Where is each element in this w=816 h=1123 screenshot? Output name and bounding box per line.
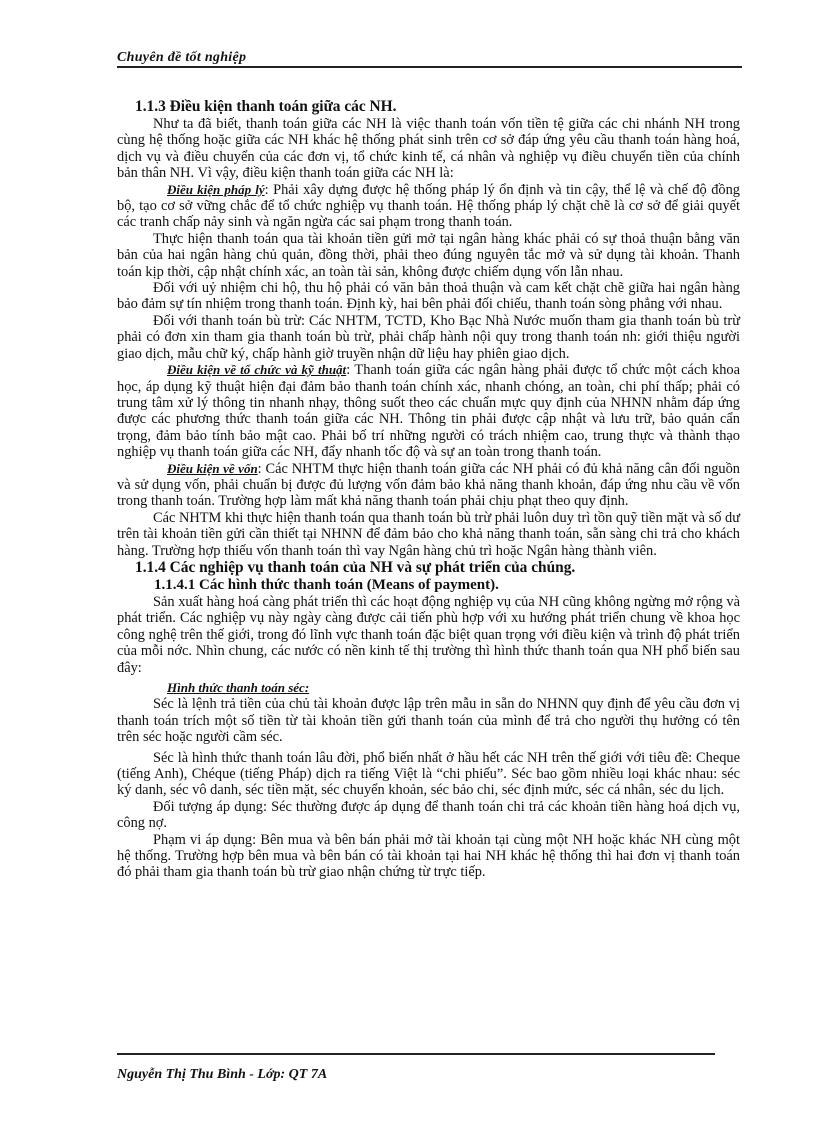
paragraph: Sản xuất hàng hoá càng phát triển thì các hoạt động nghiệp vụ của NH cũng không ngừng mở rộng và phát triển. Các nghiệp vụ này ngày càng được cải tiến phù hợp với xu hướng phát triển chung về khoa học công nghệ trên thế giới, trong đó lĩnh vực thanh toán đặc biệt quan trọng với điều kiện và trình độ phát triển của mỗi nớc. Nhìn chung, các nước có nền kinh tế thị trường thì hình thức thanh toán qua NH phổ biến sau đây: — [117, 593, 740, 676]
paragraph: Thực hiện thanh toán qua tài khoản tiền gửi mở tại ngân hàng khác phải có sự thoả thuận bằng văn bản của hai ngân hàng chủ quản, đồng thời, phải theo đúng nguyên tắc mở và sử dụng tài khoản. Thanh toán kịp thời, cập nhật chính xác, an toàn tài sản, không được chiếm dụng vốn lẫn nhau. — [117, 230, 740, 280]
paragraph-capital-conditions — [117, 461, 740, 510]
section-heading-1-1-4: 1.1.4 Các nghiệp vụ thanh toán của NH và sự phát triển của chúng. — [135, 558, 576, 576]
section-heading-1-1-3: 1.1.3 Điều kiện thanh toán giữa các NH. — [135, 98, 397, 115]
footer-author: Nguyễn Thị Thu Bình - Lớp: QT 7A — [117, 1067, 328, 1082]
cheque-subheading — [117, 680, 740, 696]
technical-conditions-label: Điều kiện về tổ chức và kỹ thuật — [167, 362, 347, 378]
header-title: Chuyên đề tốt nghiệp — [117, 50, 247, 65]
subsection-heading-1-1-4-1: 1.1.4.1 Các hình thức thanh toán (Means of payment). — [154, 576, 499, 593]
page-header — [117, 48, 742, 68]
paragraph: Đối tượng áp dụng: Séc thường được áp dụng để thanh toán chi trả các khoản tiền hàng hoá dịch vụ, công nợ. — [117, 798, 740, 832]
paragraph-technical-conditions — [117, 362, 740, 460]
legal-conditions-label: Điều kiện pháp lý — [167, 181, 265, 197]
cheque-label: Hình thức thanh toán séc: — [167, 680, 310, 695]
capital-conditions-label: Điều kiện về vốn — [167, 460, 258, 476]
paragraph: Séc là lệnh trả tiền của chủ tài khoản được lập trên mẫu in sẵn do NHNN quy định để yêu cầu đơn vị thanh toán trích một số tiền từ tài khoản tiền gửi thanh toán của mình để trả cho người thụ hưởng có tên trên séc hoặc người cầm séc. — [117, 696, 740, 746]
paragraph: Đối với thanh toán bù trừ: Các NHTM, TCTD, Kho Bạc Nhà Nước muốn tham gia thanh toán bù trừ phải có đơn xin tham gia thanh toán bù trừ, phải chấp hành nội quy trong thanh toán nh: giới thiệu người giao dịch, mẫu chữ ký, chấp hành giờ truyền nhận dữ liệu hay phiên giao dịch. — [117, 312, 740, 362]
paragraph: Phạm vi áp dụng: Bên mua và bên bán phải mở tài khoản tại cùng một NH hoặc khác NH cùng một hệ thống. Trường hợp bên mua và bên bán có tài khoản tại hai NH khác hệ thống thì hai đơn vị thanh toán đó phải tham gia thanh toán bù trừ giao nhận chứng từ trực tiếp. — [117, 831, 740, 881]
paragraph: Đối với uỷ nhiệm chi hộ, thu hộ phải có văn bản thoả thuận và cam kết chặt chẽ giữa hai ngân hàng bảo đảm sự tín nhiệm trong thanh toán. Định kỳ, hai bên phải đối chiếu, thanh toán sòng phẳng với nhau. — [117, 280, 740, 313]
capital-conditions-text: : Các NHTM thực hiện thanh toán giữa các NH phải có đủ khả năng cân đối nguồn và sử dụng vốn, phải chuẩn bị được đủ lượng vốn đảm bảo khả năng thanh khoản, đáp ứng nhu cầu về vốn trong thanh toán. Trường hợp làm mất khả năng thanh toán phải chịu phạt theo quy định. — [117, 460, 740, 510]
paragraph: Séc là hình thức thanh toán lâu đời, phổ biến nhất ở hầu hết các NH trên thế giới với tiêu đề: Cheque (tiếng Anh), Chéque (tiếng Pháp) dịch ra tiếng Việt là “chi phiếu”. Séc bao gồm nhiều loại khác nhau: séc ký danh, séc vô danh, séc tiền mặt, séc chuyển khoản, séc bảo chi, séc định mức, séc cá nhân, séc du lịch. — [117, 749, 740, 799]
paragraph: Các NHTM khi thực hiện thanh toán qua thanh toán bù trừ phải luôn duy trì tồn quỹ tiền mặt và số dư trên tài khoản tiền gửi cần thiết tại NHNN để đảm bảo cho khả năng thanh toán, sẵn sàng chi trả cho khách hàng. Trường hợp thiếu vốn thanh toán thì vay Ngân hàng chủ trì hoặc Ngân hàng thành viên. — [117, 509, 740, 559]
paragraph-legal-conditions — [117, 182, 740, 231]
document-body — [117, 98, 740, 881]
legal-conditions-text: : Phải xây dựng được hệ thống pháp lý ổn định và tin cậy, thể lệ và chế độ đồng bộ, tạo cơ sở vững chắc để tổ chức nghiệp vụ thanh toán. Hệ thống pháp lý chặt chẽ là cơ sở để giải quyết các tranh chấp nảy sinh và ngăn ngừa các sai phạm trong thanh toán. — [117, 181, 740, 231]
technical-conditions-text: : Thanh toán giữa các ngân hàng phải được tổ chức một cách khoa học, áp dụng kỹ thuật hiện đại đảm bảo thanh toán chính xác, nhanh chóng, an toàn, chi phí thấp; phải có trung tâm xử lý thông tin nhanh nhạy, thông suốt theo các chuẩn mực quy định của NHNN nhằm đáp ứng được các phương thức thanh toán giữa các NH. Thông tin phải được cập nhật và lưu trữ, bảo quản cẩn trọng, đảm bảo tính bảo mật cao. Phải bố trí những người có trách nhiệm cao, trung thực và thành thạo nghiệp vụ thanh toán giữa các NH, đẩy nhanh tốc độ và sự an toàn trong thanh toán. — [117, 362, 741, 461]
paragraph: Như ta đã biết, thanh toán giữa các NH là việc thanh toán vốn tiền tệ giữa các chi nhánh NH trong cùng hệ thống hoặc giữa các NH khác hệ thống phát sinh trên cơ sở đáp ứng yêu cầu thanh toán hàng hoá, dịch vụ và điều chuyển của các đơn vị, tổ chức kinh tế, cá nhân và nghiệp vụ điều chuyển tiền của chính bản thân NH. Vì vậy, điều kiện thanh toán giữa các NH là: — [117, 116, 740, 182]
page-footer — [117, 1053, 715, 1083]
